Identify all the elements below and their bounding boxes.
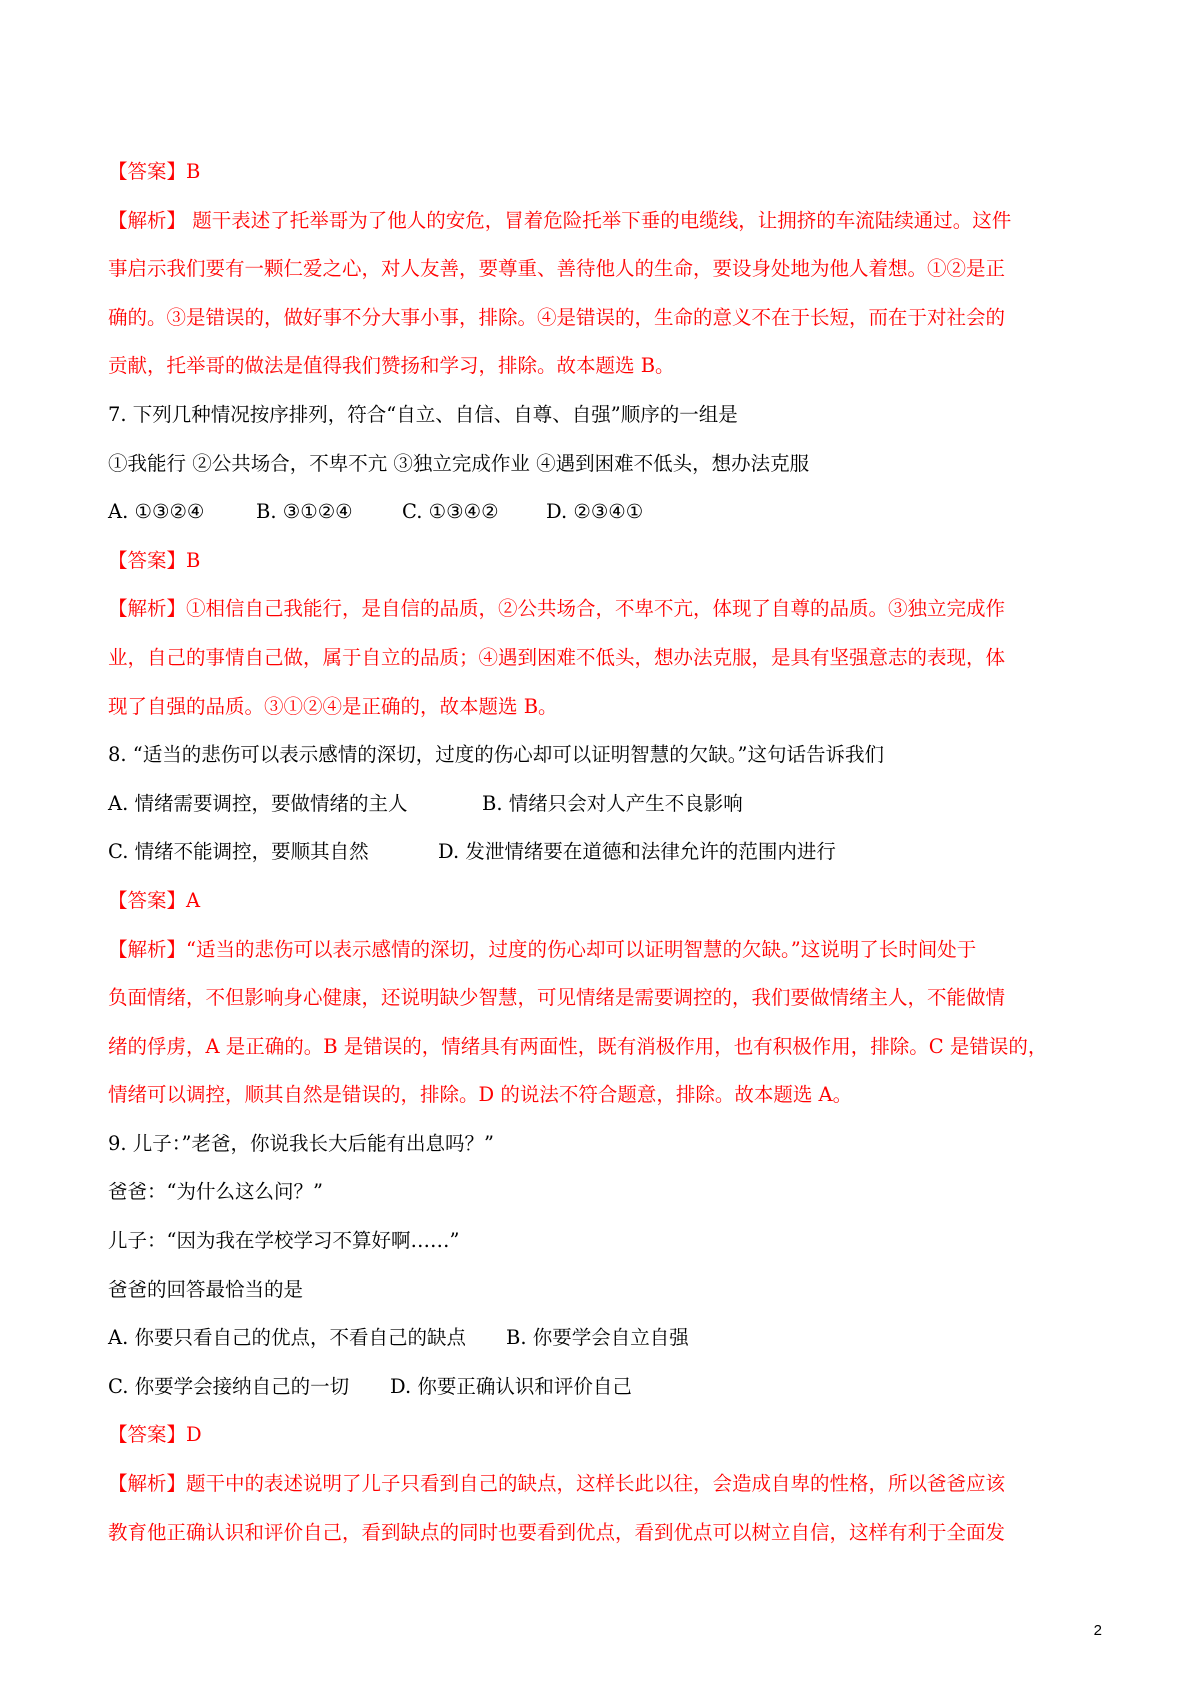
q9-analysis-line-1: [108, 1460, 1100, 1509]
q8-analysis-tag: 【解析】: [108, 937, 187, 961]
q9-stem-line-4: 爸爸的回答最恰当的是: [108, 1277, 304, 1301]
q7-answer-tag: 【答案】: [108, 548, 187, 572]
q8-option-a: A. 情绪需要调控，要做情绪的主人: [108, 791, 408, 815]
q6-analysis-line-3: 确的。③是错误的，做好事不分大事小事，排除。④是错误的，生命的意义不在于长短，而在于对社会的: [108, 305, 1006, 329]
q7-analysis-line-3: 现了自强的品质。③①②④是正确的，故本题选 B。: [108, 694, 558, 718]
q8-answer-tag: 【答案】: [108, 888, 187, 912]
q9-options-row-1: [108, 1314, 1100, 1363]
q9-answer-tag: 【答案】: [108, 1423, 187, 1447]
q6-analysis-text: 题干表述了托举哥为了他人的安危，冒着危险托举下垂的电缆线，让拥挤的车流陆续通过。这件: [186, 208, 1012, 232]
q9-answer-value: D: [186, 1423, 202, 1447]
q7-answer: [108, 537, 1100, 586]
q8-answer: [108, 877, 1100, 926]
q6-analysis-line-2: 事启示我们要有一颗仁爱之心，对人友善，要尊重、善待他人的生命，要设身处地为他人着想。①②是正: [108, 257, 1006, 281]
q7-analysis-text: ①相信自己我能行，是自信的品质，②公共场合，不卑不亢，体现了自尊的品质。③独立完成作: [186, 597, 1006, 621]
q7-option-a: A. ①③②④: [108, 500, 205, 524]
q9-analysis-line-2: 教育他正确认识和评价自己，看到缺点的同时也要看到优点，看到优点可以树立自信，这样有利于全面发: [108, 1520, 1006, 1544]
q9-option-a: A. 你要只看自己的优点，不看自己的缺点: [108, 1326, 466, 1350]
q6-analysis-tag: 【解析】: [108, 208, 187, 232]
q7-items: ①我能行 ②公共场合，不卑不亢 ③独立完成作业 ④遇到困难不低头，想办法克服: [108, 451, 810, 475]
q8-analysis-line-4: 情绪可以调控，顺其自然是错误的，排除。D 的说法不符合题意，排除。故本题选 A。: [108, 1083, 853, 1107]
q8-option-b: B. 情绪只会对人产生不良影响: [482, 791, 743, 815]
q8-analysis-line-1: [108, 926, 1100, 975]
q7-analysis-line-1: [108, 585, 1100, 634]
q8-answer-value: A: [186, 888, 201, 912]
q9-analysis-tag: 【解析】: [108, 1472, 187, 1496]
q6-analysis-line-1: [108, 197, 1100, 246]
q7-analysis-tag: 【解析】: [108, 597, 187, 621]
q8-analysis-text: “适当的悲伤可以表示感情的深切，过度的伤心却可以证明智慧的欠缺。”这说明了长时间处于: [186, 937, 977, 961]
q9-option-c: C. 你要学会接纳自己的一切: [108, 1374, 350, 1398]
q6-answer-value: B: [186, 160, 201, 183]
q8-analysis-line-3: 绪的俘虏，A 是正确的。B 是错误的，情绪具有两面性，既有消极作用，也有积极作用，排除。C 是错误的，: [108, 1034, 1048, 1058]
q9-stem-line-3: 儿子：“因为我在学校学习不算好啊……”: [108, 1229, 460, 1253]
page-content: [108, 148, 1100, 1557]
page-number: 2: [1093, 1622, 1102, 1639]
q9-options-row-2: [108, 1363, 1100, 1412]
q7-analysis-line-2: 业，自己的事情自己做，属于自立的品质；④遇到困难不低头，想办法克服，是具有坚强意志的表现，体: [108, 645, 1006, 669]
q8-option-c: C. 情绪不能调控，要顺其自然: [108, 840, 369, 864]
q8-option-d: D. 发泄情绪要在道德和法律允许的范围内进行: [438, 840, 836, 864]
q7-answer-value: B: [186, 548, 201, 572]
q9-answer: [108, 1411, 1100, 1460]
q8-options-row-1: [108, 780, 1100, 829]
q9-stem-line-1: 9. 儿子：”老爸，你说我长大后能有出息吗？”: [108, 1131, 494, 1155]
q6-answer: [108, 148, 1100, 197]
q8-options-row-2: [108, 828, 1100, 877]
q9-option-b: B. 你要学会自立自强: [506, 1326, 689, 1350]
q7-option-c: C. ①③④②: [402, 500, 499, 524]
q9-stem-line-2: 爸爸：“为什么这么问？”: [108, 1180, 323, 1204]
q7-option-b: B. ③①②④: [256, 500, 353, 524]
q9-option-d: D. 你要正确认识和评价自己: [390, 1374, 632, 1398]
q6-answer-tag: 【答案】: [108, 160, 187, 183]
q6-analysis-line-4: 贡献，托举哥的做法是值得我们赞扬和学习，排除。故本题选 B。: [108, 354, 675, 378]
q8-analysis-line-2: 负面情绪，不但影响身心健康，还说明缺少智慧，可见情绪是需要调控的，我们要做情绪主人，不能做情: [108, 986, 1006, 1010]
q7-option-d: D. ②③④①: [546, 500, 644, 524]
q7-options: [108, 488, 1100, 537]
q7-stem: 7. 下列几种情况按序排列，符合“自立、自信、自尊、自强”顺序的一组是: [108, 402, 738, 426]
q9-analysis-text: 题干中的表述说明了儿子只看到自己的缺点，这样长此以往，会造成自卑的性格，所以爸爸应该: [186, 1472, 1006, 1496]
q8-stem: 8. “适当的悲伤可以表示感情的深切，过度的伤心却可以证明智慧的欠缺。”这句话告诉我们: [108, 743, 884, 767]
